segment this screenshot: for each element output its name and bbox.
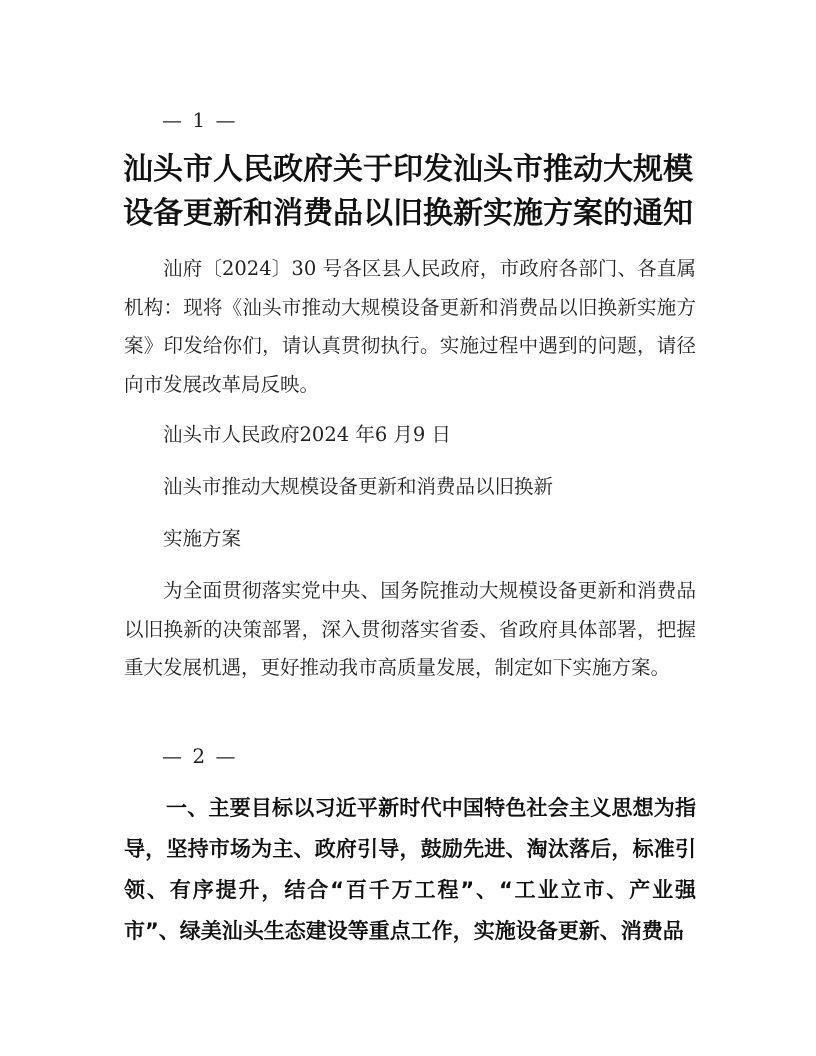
notice-paragraph: 汕府〔2024〕30 号各区县人民政府，市政府各部门、各直属机构：现将《汕头市推动大规模设备更新和消费品以旧换新实施方案》印发给你们，请认真贯彻执行。实施过程中遇到的问题，请径向市发展改革局反映。: [124, 257, 696, 397]
page-number-1: — 1 —: [162, 108, 238, 132]
document-title: 汕头市人民政府关于印发汕头市推动大规模设备更新和消费品以旧换新实施方案的通知: [123, 152, 693, 231]
plan-title-line-2: 实施方案: [163, 527, 242, 550]
plan-title-line-1: 汕头市推动大规模设备更新和消费品以旧换新: [163, 475, 554, 498]
page-number-2: — 2 —: [162, 744, 238, 768]
intro-paragraph: 为全面贯彻落实党中央、国务院推动大规模设备更新和消费品以旧换新的决策部署，深入贯彻落实省委、省政府具体部署，把握重大发展机遇，更好推动我市高质量发展，制定如下实施方案。: [124, 579, 696, 680]
signature-line: 汕头市人民政府2024 年6 月9 日: [163, 423, 452, 446]
section-one-paragraph: 一、主要目标以习近平新时代中国特色社会主义思想为指导，坚持市场为主、政府引导，鼓励先进、淘汰落后，标准引领、有序提升，结合“百千万工程”、“工业立市、产业强市”、绿美汕头生态建设等重点工作，实施设备更新、消费品: [124, 796, 696, 943]
